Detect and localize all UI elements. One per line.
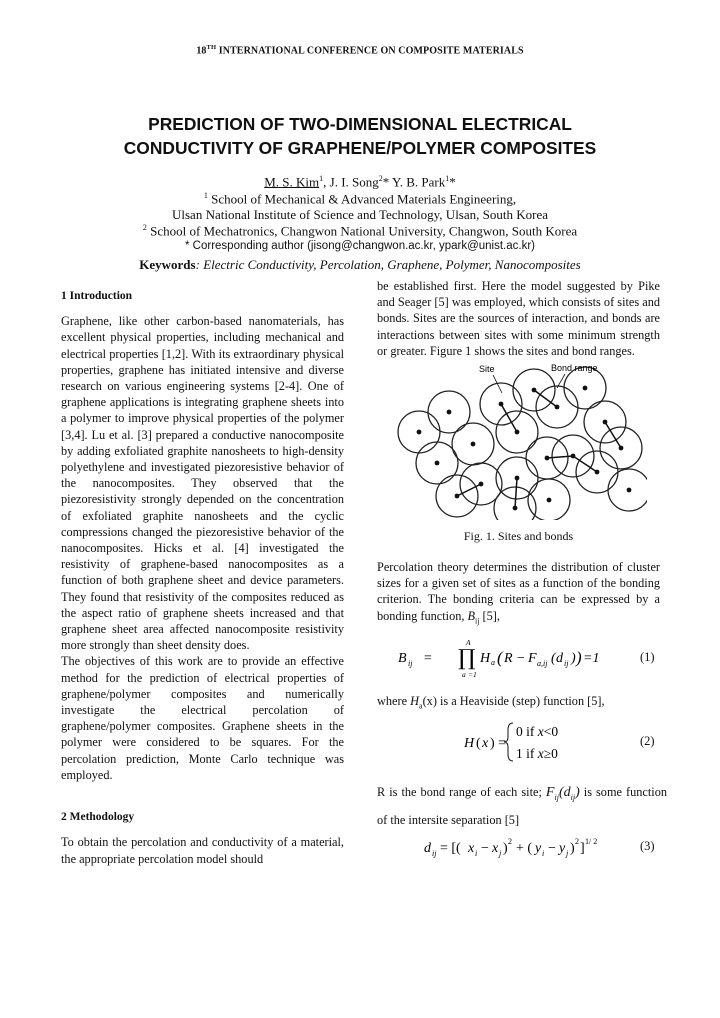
affiliation-1-line-1 xyxy=(0,191,720,207)
right-column-intro xyxy=(377,278,660,359)
svg-text:=1: =1 xyxy=(583,651,598,666)
site-dot xyxy=(619,446,624,451)
figure-sites-and-bonds xyxy=(397,360,647,520)
site-dot xyxy=(471,442,476,447)
svg-text:=: = xyxy=(423,651,433,666)
introduction-paragraph-2: The objectives of this work are to provide an effective method for the prediction of electrical properties of graphene/polymer composites and numerically investigate the electrical percolation of graphene/polymer composites. Graphene sheets in the polymer were considered to be squares. For the percolation prediction, Monte Carlo technique was employed. xyxy=(61,654,344,782)
author-3-sup: 1 xyxy=(445,174,450,183)
affiliation-2-sup: 2 xyxy=(142,223,147,232)
svg-text:j: j xyxy=(566,849,569,858)
svg-text:x: x xyxy=(482,736,489,751)
figure-label-site: Site xyxy=(479,364,495,374)
site-dot xyxy=(499,402,504,407)
heaviside-text: where xyxy=(377,694,411,708)
site-dot xyxy=(435,461,440,466)
equation-3-graphic xyxy=(424,834,624,864)
svg-text:d: d xyxy=(556,651,563,666)
equation-3 xyxy=(424,834,624,864)
equation-2 xyxy=(464,718,584,766)
running-header xyxy=(0,44,720,56)
svg-text:ij: ij xyxy=(408,659,413,668)
svg-text:R: R xyxy=(504,651,513,666)
introduction-paragraph-1: Graphene, like other carbon-based nanomaterials, has excellent physical properties, including mechanical and electrical properties [1,2]. With its extraordinary physical properties, graphene has initiated intensive and diverse research on various engineering systems [2-4]. One of graphene applications is integrating graphene sheets into a polymer to improve physical properties of the polymer [3,4]. Lu et al. [3] prepared a conductive nanocomposite by adding exfoliated graphite nanosheets to high-density polyethylene and investigated piezoresistive behavior of the nanocomposites. They observed that the piezoresistivity strongly depended on the concentration of exfoliated graphite nanosheets and the cyclic compressions changed the piezoresistive behavior of the nanocomposites. Hicks et al. [4] investigated the resistivity of graphene-based nanocomposites as a function of both graphene sheet and device parameters. They found that resistivity of the composites reduced as the aspect ratio of graphene sheets increased and that graphene sheet area affected nanocomposite resistivity more strongly than sheet density does. xyxy=(61,314,344,653)
bond-range-text: R is the bond range of each site; xyxy=(377,785,546,799)
author-2-sup: 2 xyxy=(378,174,383,183)
section-heading-introduction: 1 Introduction xyxy=(61,290,133,302)
author-1: M. S. Kim xyxy=(264,174,320,190)
bond-range-text-end: is some function of the intersite separation [5] xyxy=(377,785,667,827)
author-3: * Y. B. Park xyxy=(382,174,446,190)
svg-text:(: ( xyxy=(476,736,481,751)
svg-text:i: i xyxy=(475,849,478,858)
figure-caption: Fig. 1. Sites and bonds xyxy=(463,529,574,543)
site-dot xyxy=(595,470,600,475)
corresponding-author: * Corresponding author (jisong@changwon.ac.kr, ypark@unist.ac.kr) xyxy=(185,240,535,252)
percolation-var-sub: ij xyxy=(475,616,480,626)
running-header-rest: INTERNATIONAL CONFERENCE ON COMPOSITE MATERIALS xyxy=(216,45,524,57)
svg-text:B: B xyxy=(398,651,407,666)
percolation-text-end: [5], xyxy=(479,608,500,623)
author-1-sup: 1 xyxy=(319,174,324,183)
heaviside-text-end: (x) is a Heaviside (step) function [5], xyxy=(422,694,605,708)
svg-text:) =: ) = xyxy=(490,736,507,751)
equation-2-number: (2) xyxy=(640,734,655,748)
model-paragraph: be established first. Here the model suggested by Pike and Seager [5] was employed, which consists of sites and bonds. Sites are the sources of interaction, and bonds are interactions between sites with some minimum strength or greater. Figure 1 shows the sites and bond ranges. xyxy=(377,279,660,358)
svg-text:−: − xyxy=(548,841,556,856)
heaviside-var: H xyxy=(410,694,420,708)
running-header-prefix: 18 xyxy=(196,45,207,57)
paper-title xyxy=(60,112,660,160)
affiliation-2-text: School of Mechatronics, Changwon National University, Changwon, South Korea xyxy=(146,223,578,239)
percolation-paragraph xyxy=(377,559,660,629)
percolation-text: Percolation theory determines the distribution of cluster sizes for a given set of sites as a function of the bonding criterion. The bonding criteria can be expressed by a bonding function, xyxy=(377,560,660,623)
author-2: , J. I. Song xyxy=(323,174,379,190)
svg-text:): ) xyxy=(503,841,508,856)
percolation-var: B xyxy=(467,608,476,623)
site-dot xyxy=(515,476,520,481)
site-dot xyxy=(417,430,422,435)
svg-text:a: a xyxy=(462,670,466,679)
svg-text:): ) xyxy=(570,841,575,856)
site-dot xyxy=(515,430,520,435)
svg-text:x: x xyxy=(468,841,475,856)
author-list xyxy=(0,174,720,190)
svg-text:1 if x≥0: 1 if x≥0 xyxy=(516,746,558,761)
svg-text:]: ] xyxy=(580,841,585,856)
bond-line xyxy=(605,422,621,448)
site-dot xyxy=(447,410,452,415)
methodology-paragraph-1: To obtain the percolation and conductivity of a material, the appropriate percolation model should xyxy=(61,835,344,866)
svg-text:H: H xyxy=(464,736,475,751)
affiliation-1-sup: 1 xyxy=(203,191,208,200)
keywords xyxy=(0,257,720,273)
site-dot xyxy=(532,388,537,393)
heaviside-var-sub: a xyxy=(419,701,423,711)
site-dot xyxy=(571,454,576,459)
keywords-label: Keywords xyxy=(139,257,196,272)
bond-line xyxy=(547,456,573,458)
bond-line xyxy=(515,478,517,508)
svg-text:d: d xyxy=(424,841,431,856)
site-dot xyxy=(583,386,588,391)
svg-text:=1: =1 xyxy=(468,670,477,679)
title-line-1: PREDICTION OF TWO-DIMENSIONAL ELECTRICAL xyxy=(148,114,572,134)
svg-text:2: 2 xyxy=(508,837,512,846)
site-dot xyxy=(603,420,608,425)
title-line-2: CONDUCTIVITY OF GRAPHENE/POLYMER COMPOSITES xyxy=(123,138,597,158)
svg-text:(: ( xyxy=(497,648,503,667)
equation-2-graphic xyxy=(464,718,584,766)
author-3-tail: * xyxy=(449,174,456,190)
svg-text:0 if x<0: 0 if x<0 xyxy=(516,724,559,739)
site-dot xyxy=(627,488,632,493)
svg-text:): ) xyxy=(576,648,582,667)
svg-text:y: y xyxy=(559,841,566,856)
site-dot xyxy=(547,498,552,503)
svg-text:∏: ∏ xyxy=(458,646,476,671)
svg-text:x: x xyxy=(492,841,499,856)
affiliation-1-text: School of Mechanical & Advanced Materials Engineering, xyxy=(207,191,517,207)
svg-text:−: − xyxy=(481,841,489,856)
svg-text:j: j xyxy=(499,849,502,858)
svg-text:= [(: = [( xyxy=(440,841,461,856)
site-dot xyxy=(545,456,550,461)
equation-1 xyxy=(398,637,598,681)
equation-1-number: (1) xyxy=(640,650,655,664)
bond-line xyxy=(501,404,517,432)
svg-text:a: a xyxy=(491,658,495,667)
svg-text:−: − xyxy=(516,651,526,666)
svg-text:1/ 2: 1/ 2 xyxy=(585,837,598,846)
affiliation-1-line-2: Ulsan National Institute of Science and Technology, Ulsan, South Korea xyxy=(171,207,548,222)
bond-range-sentence xyxy=(377,781,667,831)
site-dot xyxy=(455,494,460,499)
svg-text:(: ( xyxy=(551,651,556,666)
svg-text:2: 2 xyxy=(575,837,579,846)
equation-1-graphic xyxy=(398,637,598,681)
svg-text:a,ij: a,ij xyxy=(537,659,548,668)
site-dot xyxy=(513,506,518,511)
svg-text:+ (: + ( xyxy=(516,841,533,856)
svg-text:): ) xyxy=(571,651,576,666)
svg-text:i: i xyxy=(542,849,545,858)
svg-text:y: y xyxy=(535,841,542,856)
heaviside-sentence xyxy=(377,693,660,715)
keywords-text: : Electric Conductivity, Percolation, Graphene, Polymer, Nanocomposites xyxy=(195,257,581,272)
svg-text:F: F xyxy=(528,651,537,666)
equation-3-number: (3) xyxy=(640,839,655,853)
svg-text:ij: ij xyxy=(432,849,437,858)
svg-text:H: H xyxy=(480,651,491,666)
svg-text:ij: ij xyxy=(564,659,569,668)
site-dot xyxy=(479,482,484,487)
left-column xyxy=(61,288,344,867)
figure-label-bond-range: Bond range xyxy=(551,363,598,373)
svg-text:A: A xyxy=(466,638,471,647)
bond-function-symbol: $F_{ij}(d_{ij})$ xyxy=(545,785,580,802)
affiliation-2 xyxy=(0,223,720,239)
running-header-sup: TH xyxy=(206,44,217,51)
site-dot xyxy=(555,405,560,410)
section-heading-methodology: 2 Methodology xyxy=(61,811,135,824)
